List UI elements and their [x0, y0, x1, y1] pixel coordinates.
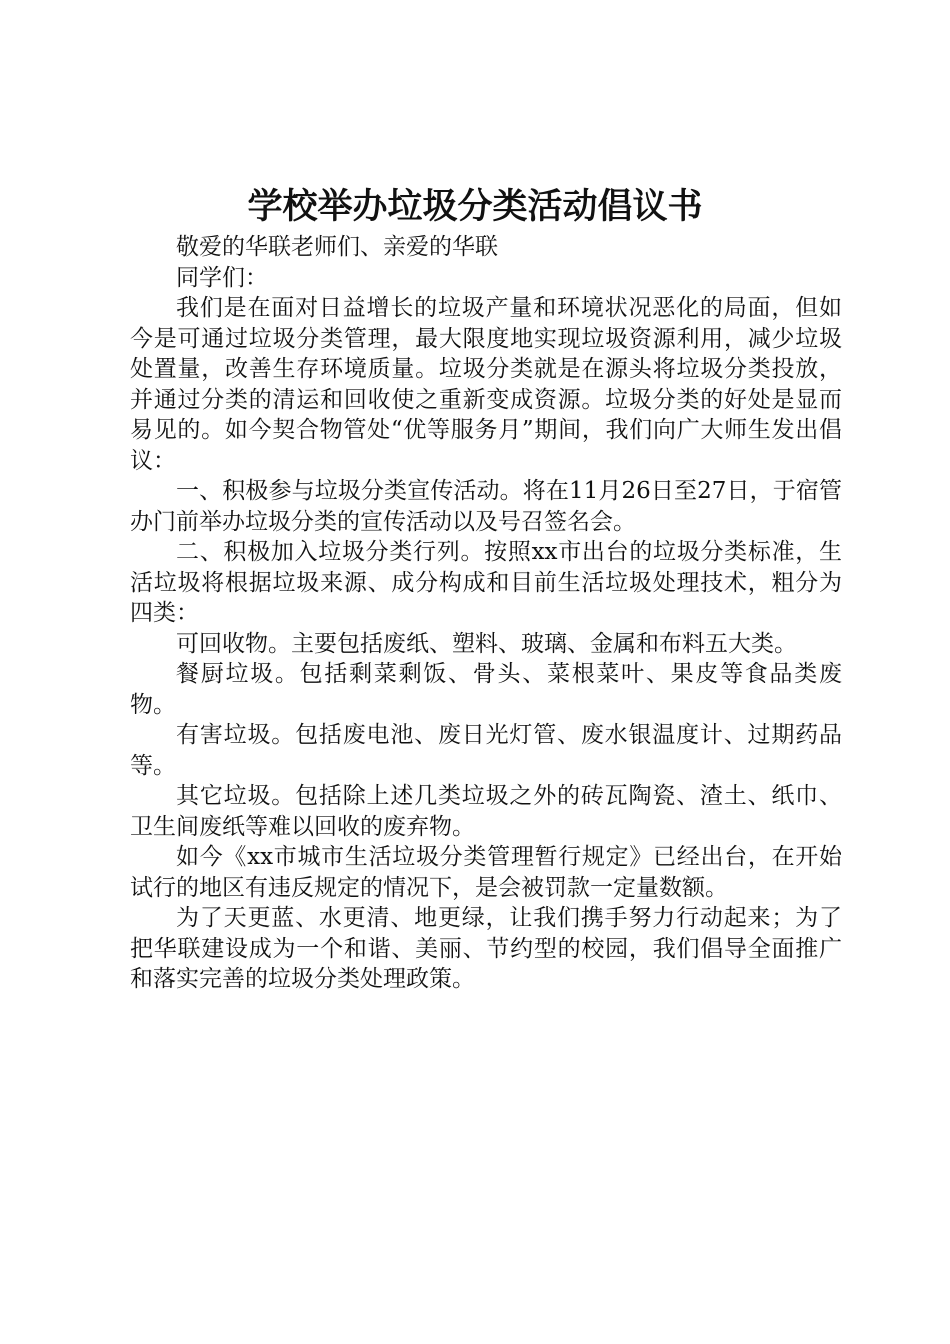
body-paragraph: 一、积极参与垃圾分类宣传活动。将在11月26日至27日，于宿管办门前举办垃圾分类的宣传活动以及号召签名会。: [130, 478, 842, 535]
greeting-line: 敬爱的华联老师们、亲爱的华联: [176, 234, 498, 260]
body-paragraph: 餐厨垃圾。包括剩菜剩饭、骨头、菜根菜叶、果皮等食品类废物。: [130, 661, 842, 718]
body-paragraph: 我们是在面对日益增长的垃圾产量和环境状况恶化的局面，但如今是可通过垃圾分类管理，最大限度地实现垃圾资源利用，减少垃圾处置量，改善生存环境质量。垃圾分类就是在源头将垃圾分类投放，并通过分类的清运和回收使之重新变成资源。垃圾分类的好处是显而易见的。如今契合物管处“优等服务月”期间，我们向广大师生发出倡议：: [130, 295, 842, 474]
greeting-line: 同学们：: [176, 264, 268, 291]
document-body: [130, 232, 842, 995]
document-title: 学校举办垃圾分类活动倡议书: [247, 187, 703, 227]
body-paragraph: 可回收物。主要包括废纸、塑料、玻璃、金属和布料五大类。: [176, 630, 797, 657]
body-paragraph: 为了天更蓝、水更清、地更绿，让我们携手努力行动起来；为了把华联建设成为一个和谐、美丽、节约型的校园，我们倡导全面推广和落实完善的垃圾分类处理政策。: [130, 905, 842, 992]
body-paragraph: 二、积极加入垃圾分类行列。按照xx市出台的垃圾分类标准，生活垃圾将根据垃圾来源、成分构成和目前生活垃圾处理技术，粗分为四类：: [130, 539, 842, 626]
body-paragraph: 有害垃圾。包括废电池、废日光灯管、废水银温度计、过期药品等。: [130, 722, 842, 779]
body-paragraph: 其它垃圾。包括除上述几类垃圾之外的砖瓦陶瓷、渣土、纸巾、卫生间废纸等难以回收的废弃物。: [130, 783, 842, 840]
body-paragraph: 如今《xx市城市生活垃圾分类管理暂行规定》已经出台，在开始试行的地区有违反规定的情况下，是会被罚款一定量数额。: [130, 844, 842, 901]
